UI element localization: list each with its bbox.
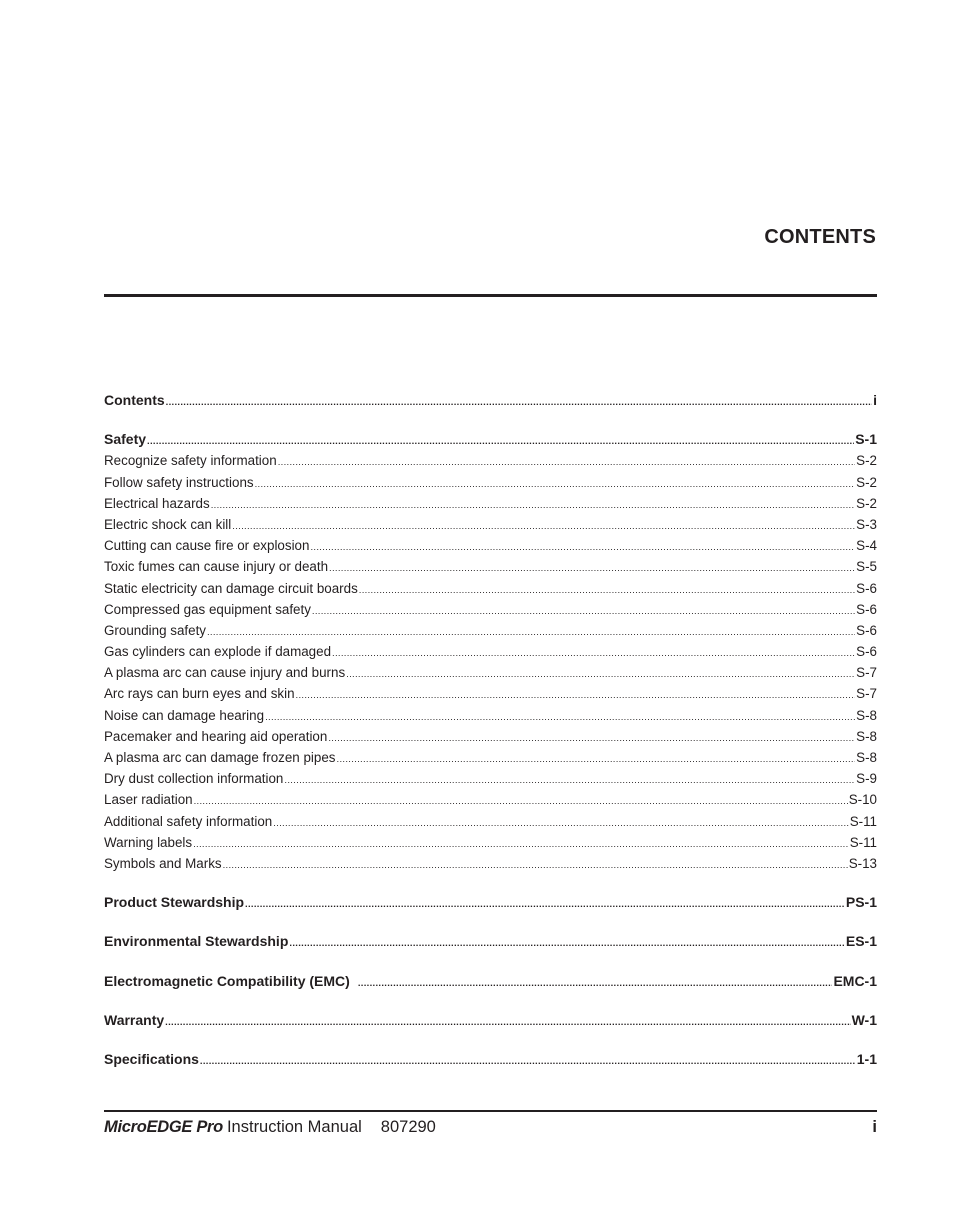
toc-entry-label: Additional safety information <box>104 813 273 829</box>
toc-entry-environmental-stewardship[interactable] <box>104 931 877 952</box>
toc-entry-contents[interactable] <box>104 390 877 411</box>
dot-leader <box>346 664 855 683</box>
toc-entry-safety[interactable] <box>104 429 877 450</box>
document-number: 807290 <box>380 1118 436 1136</box>
toc-entry-page: S-6 <box>856 644 877 660</box>
table-of-contents <box>104 390 877 1070</box>
toc-entry-label: Product Stewardship <box>104 894 245 911</box>
title-divider <box>104 294 877 297</box>
toc-entry-page: S-6 <box>856 601 877 617</box>
toc-entry-label: Arc rays can burn eyes and skin <box>104 686 295 702</box>
dot-leader <box>255 474 856 493</box>
toc-entry-page: S-2 <box>856 495 877 511</box>
dot-leader <box>359 580 855 599</box>
dot-leader <box>328 728 855 747</box>
toc-entry-page: S-13 <box>848 855 877 871</box>
dot-leader <box>296 685 856 704</box>
toc-entry-label: Electric shock can kill <box>104 516 232 532</box>
toc-entry-page: W-1 <box>851 1011 877 1028</box>
toc-entry-page: ES-1 <box>845 933 877 950</box>
dot-leader <box>284 770 855 789</box>
toc-entry-label: Pacemaker and hearing aid operation <box>104 728 328 744</box>
page-number: i <box>872 1118 877 1136</box>
dot-leader <box>273 813 848 832</box>
toc-entry-label: Noise can damage hearing <box>104 707 265 723</box>
toc-entry-page: EMC-1 <box>833 972 877 989</box>
dot-leader <box>312 601 855 620</box>
dot-leader <box>166 392 872 411</box>
toc-entry[interactable] <box>104 599 877 620</box>
toc-entry-label: Environmental Stewardship <box>104 933 289 950</box>
dot-leader <box>329 558 855 577</box>
dot-leader <box>245 894 845 913</box>
toc-entry[interactable] <box>104 472 877 493</box>
toc-entry-page: S-9 <box>856 771 877 787</box>
toc-entry[interactable] <box>104 832 877 853</box>
toc-entry[interactable] <box>104 578 877 599</box>
toc-entry[interactable] <box>104 556 877 577</box>
toc-entry[interactable] <box>104 811 877 832</box>
toc-entry-label: Recognize safety information <box>104 453 277 469</box>
toc-entry-specifications[interactable] <box>104 1049 877 1070</box>
dot-leader <box>223 855 848 874</box>
dot-leader <box>310 537 855 556</box>
toc-entry-label: Cutting can cause fire or explosion <box>104 538 310 554</box>
toc-entry-page: S-5 <box>856 559 877 575</box>
toc-entry[interactable] <box>104 768 877 789</box>
toc-entry-label: Electrical hazards <box>104 495 210 511</box>
toc-entry[interactable] <box>104 747 877 768</box>
toc-entry[interactable] <box>104 620 877 641</box>
toc-entry-warranty[interactable] <box>104 1010 877 1031</box>
dot-leader <box>332 643 855 662</box>
toc-entry-page: S-8 <box>856 728 877 744</box>
toc-entry-page: S-1 <box>855 431 877 448</box>
toc-entry[interactable] <box>104 662 877 683</box>
dot-leader <box>358 973 833 992</box>
toc-entry-label: Contents <box>104 392 165 408</box>
dot-leader <box>200 1051 856 1070</box>
toc-entry-label: Grounding safety <box>104 622 206 638</box>
toc-entry[interactable] <box>104 450 877 471</box>
page-footer <box>104 1118 877 1137</box>
toc-entry[interactable] <box>104 853 877 874</box>
manual-title: Instruction Manual <box>226 1118 362 1136</box>
toc-entry-page: S-7 <box>856 665 877 681</box>
toc-entry-label: Laser radiation <box>104 792 193 808</box>
dot-leader <box>265 707 855 726</box>
toc-entry-page: S-4 <box>856 538 877 554</box>
toc-entry-label: Static electricity can damage circuit boards <box>104 580 358 596</box>
toc-entry-label: Follow safety instructions <box>104 474 254 490</box>
toc-entry-page: S-11 <box>849 834 877 850</box>
dot-leader <box>207 622 855 641</box>
dot-leader <box>147 431 854 450</box>
dot-leader <box>165 1012 850 1031</box>
toc-entry-page: S-11 <box>849 813 877 829</box>
toc-entry-label: Warranty <box>104 1011 165 1028</box>
toc-entry-page: S-8 <box>856 707 877 723</box>
toc-entry[interactable] <box>104 789 877 810</box>
dot-leader <box>211 495 855 514</box>
toc-entry-label: Toxic fumes can cause injury or death <box>104 559 329 575</box>
toc-entry-label: Compressed gas equipment safety <box>104 601 311 617</box>
toc-entry-page: i <box>873 392 877 408</box>
toc-entry-label: Safety <box>104 431 147 448</box>
toc-entry-page: S-7 <box>856 686 877 702</box>
toc-entry-page: S-8 <box>856 750 877 765</box>
toc-entry-label: A plasma arc can cause injury and burns <box>104 665 346 681</box>
toc-entry-emc[interactable] <box>104 971 877 992</box>
toc-entry-page: S-6 <box>856 622 877 638</box>
toc-entry-page: S-2 <box>856 474 877 490</box>
dot-leader <box>193 834 849 853</box>
toc-entry-label: Dry dust collection information <box>104 771 284 787</box>
toc-entry-page: S-10 <box>848 792 877 808</box>
toc-entry-page: S-3 <box>856 516 877 532</box>
toc-entry-page: PS-1 <box>845 894 877 911</box>
toc-entry[interactable] <box>104 705 877 726</box>
dot-leader <box>337 749 856 768</box>
toc-entry[interactable] <box>104 726 877 747</box>
toc-entry[interactable] <box>104 641 877 662</box>
toc-entry-page: 1-1 <box>856 1050 877 1067</box>
dot-leader <box>194 791 848 810</box>
toc-entry-label: Warning labels <box>104 834 193 850</box>
dot-leader <box>289 933 845 952</box>
toc-entry-label: Specifications <box>104 1050 199 1067</box>
toc-entry-label: Gas cylinders can explode if damaged <box>104 644 332 660</box>
toc-entry[interactable] <box>104 535 877 556</box>
footer-divider <box>104 1110 877 1112</box>
page-title: CONTENTS <box>764 226 876 248</box>
toc-entry-page: S-2 <box>856 453 877 469</box>
toc-entry[interactable] <box>104 493 877 514</box>
toc-entry-label: Symbols and Marks <box>104 855 222 871</box>
product-name: MicroEDGE Pro <box>104 1118 223 1136</box>
toc-entry-product-stewardship[interactable] <box>104 892 877 913</box>
toc-entry-label: Electromagnetic Compatibility (EMC) <box>104 972 350 989</box>
dot-leader <box>278 452 855 471</box>
toc-entry[interactable] <box>104 514 877 535</box>
toc-entry[interactable] <box>104 683 877 704</box>
toc-entry-page: S-6 <box>856 580 877 596</box>
dot-leader <box>232 516 855 535</box>
toc-entry-label: A plasma arc can damage frozen pipes <box>104 750 336 765</box>
